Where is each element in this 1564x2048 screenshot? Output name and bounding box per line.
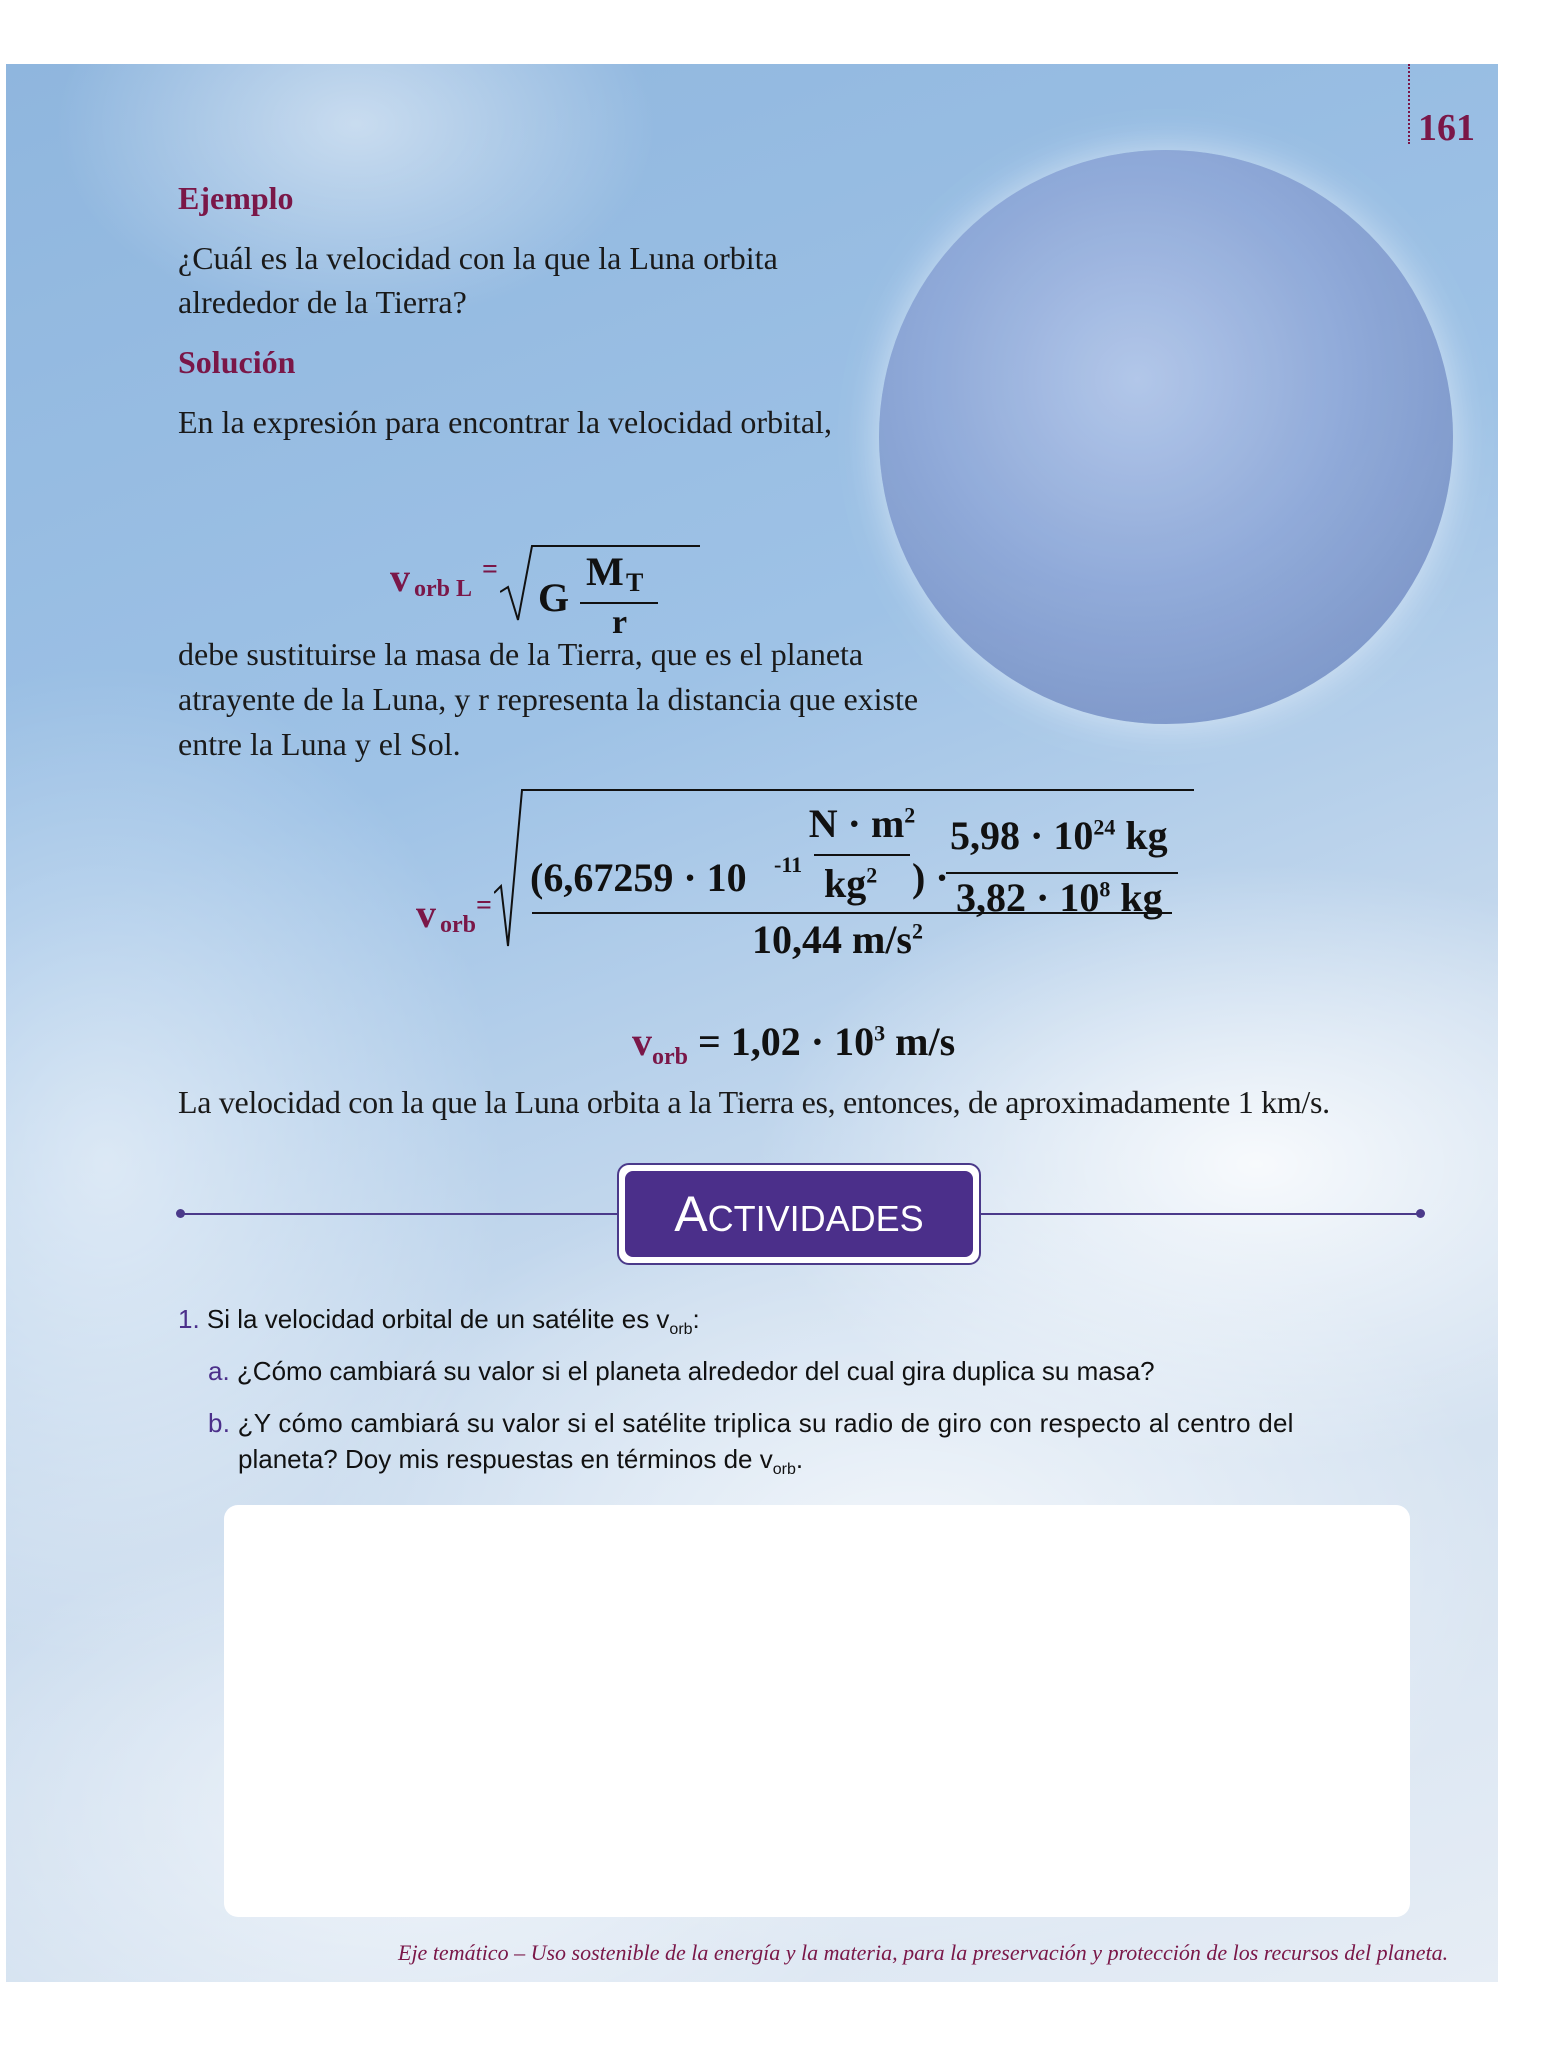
- activity-question-1: 1. Si la velocidad orbital de un satélite es $v_{orb}$:: [178, 1304, 700, 1339]
- unit-numerator: $N \cdot m^2$: [808, 801, 916, 846]
- activities-banner: [617, 1163, 981, 1265]
- formula-denominator: r: [612, 604, 628, 641]
- footer-theme: Eje temático – Uso sostenible de la energía y la materia, para la preservación y protección de los recursos del planeta.: [398, 1940, 1449, 1965]
- formula-numerator: M: [586, 549, 624, 594]
- solution-intro: En la expresión para encontrar la velocidad orbital,: [178, 404, 832, 440]
- divider-dot: [176, 1209, 185, 1218]
- fraction-bar: [814, 854, 910, 856]
- activity-question-a: a. ¿Cómo cambiará su valor si el planeta alrededor del cual gira duplica su masa?: [208, 1356, 1155, 1386]
- divider-dot: [1416, 1209, 1425, 1218]
- constant-exponent: -11: [774, 852, 803, 877]
- example-question-line1: ¿Cuál es la velocidad con la que la Luna orbita: [178, 240, 778, 276]
- example-question-line2: alrededor de la Tierra?: [178, 284, 467, 320]
- formula-subscript: orb L: [414, 576, 473, 602]
- answer-box[interactable]: [224, 1505, 1410, 1917]
- para-line3: entre la Luna y el Sol.: [178, 726, 461, 762]
- main-fraction-bar: [532, 912, 1172, 914]
- formula-G: G: [538, 575, 570, 620]
- earth-mass: $5,98 \cdot 10^{24}$ kg: [950, 813, 1168, 858]
- formula-equals: =: [476, 890, 492, 921]
- formula-equals: =: [482, 554, 498, 585]
- distance: $3,82 \cdot 10^8$ kg: [956, 875, 1163, 920]
- orbital-velocity-formula: [390, 504, 690, 644]
- textbook-page: [6, 64, 1498, 1982]
- formula-numerator-sub: T: [626, 568, 644, 597]
- substitution-formula: [416, 780, 1196, 980]
- conclusion: La velocidad con la que la Luna orbita a la Tierra es, entonces, de aproximadamente 1 km/s.: [178, 1084, 1330, 1120]
- result-formula: $v_{orb} = 1,02 \cdot 10^3$ m/s: [632, 1019, 956, 1070]
- para-line1: debe sustituirse la masa de la Tierra, que es el planeta: [178, 636, 864, 672]
- formula-subscript: orb: [440, 912, 476, 938]
- page-number: 161: [1418, 107, 1475, 149]
- formula-v: v: [390, 555, 410, 600]
- formula-denominator: 10,44 $m/s^2$: [752, 917, 923, 962]
- formula-v: v: [416, 891, 436, 936]
- page-number-divider: [1408, 64, 1410, 144]
- closing-paren: ) ·: [912, 855, 949, 900]
- activities-title: ACTIVIDADES: [625, 1171, 973, 1257]
- para-line2: atrayente de la Luna, y r representa la distancia que existe: [178, 681, 919, 717]
- activity-question-b-cont: planeta? Doy mis respuestas en términos de $v_{orb}$.: [238, 1444, 804, 1479]
- activity-question-b: b. ¿Y cómo cambiará su valor si el satélite triplica su radio de giro con respecto al centro del: [208, 1408, 1294, 1438]
- unit-denominator: $kg^2$: [824, 861, 878, 906]
- example-heading: Ejemplo: [178, 180, 294, 216]
- solution-heading: Solución: [178, 344, 296, 380]
- gravitational-constant: (6,67259 · 10: [530, 855, 747, 900]
